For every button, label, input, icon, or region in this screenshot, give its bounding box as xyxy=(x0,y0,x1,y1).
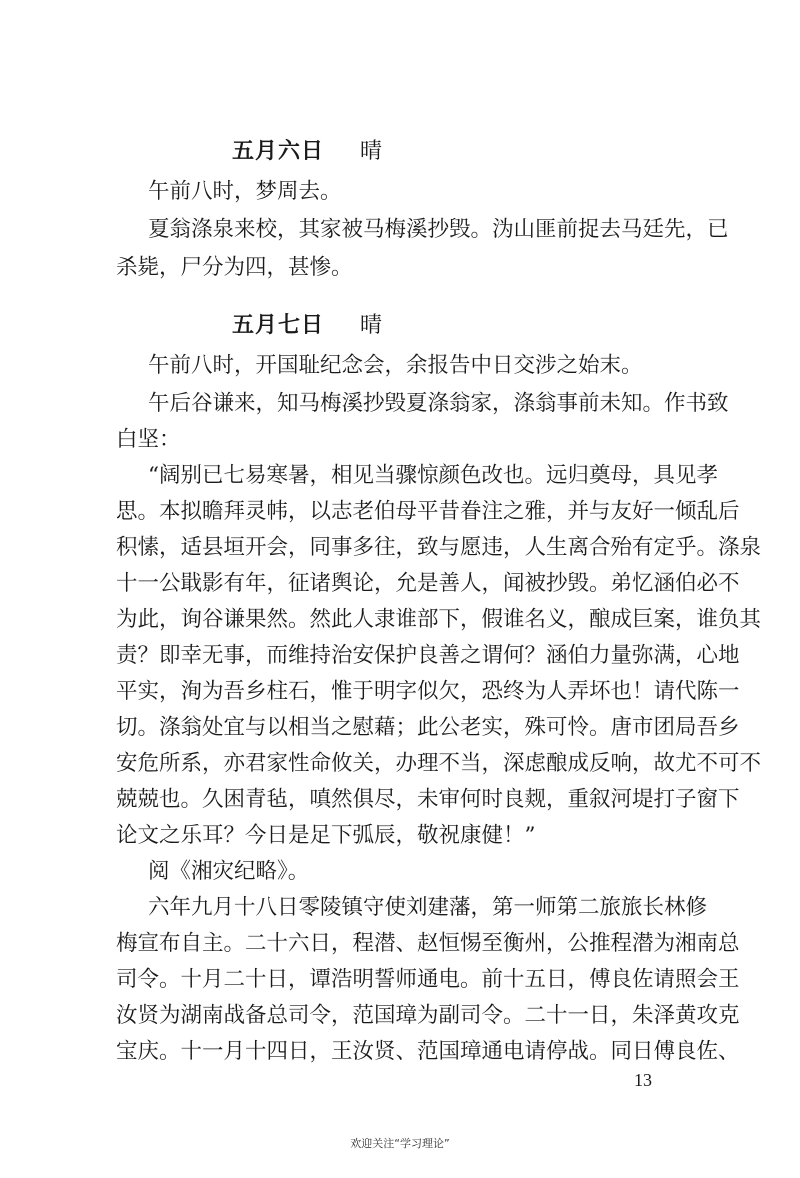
text-line: 杀毙，尸分为四，甚惨。 xyxy=(116,255,353,280)
letter-line: 平实，洵为吾乡柱石，惟于明字似欠，恐终为人弄坏也！请代陈一 xyxy=(116,679,740,704)
letter-line: 安危所系，亦君家性命攸关，办理不当，深虑酿成反响，故尤不可不 xyxy=(116,751,762,776)
text-line: 六年九月十八日零陵镇守使刘建藩，第一师第二旅旅长林修 xyxy=(148,895,708,920)
letter-line: 十一公戢影有年，征诸舆论，允是善人，闻被抄毁。弟忆涵伯必不 xyxy=(116,571,740,596)
text-line: 阅《湘灾纪略》。 xyxy=(148,859,310,884)
text-line: 午前八时，开国耻纪念会，余报告中日交涉之始末。 xyxy=(148,353,643,378)
letter-line: 切。涤翁处宜与以相当之慰藉；此公老实，殊可怜。唐市团局吾乡 xyxy=(116,715,740,740)
text-line: 夏翁涤泉来校，其家被马梅溪抄毁。沩山匪前捉去马廷先，已 xyxy=(148,217,729,242)
page-number: 13 xyxy=(634,1070,652,1090)
entry-heading-may-6 xyxy=(232,134,383,165)
text-line: 梅宣布自主。二十六日，程潜、赵恒惕至衡州，公推程潜为湘南总 xyxy=(116,931,740,956)
letter-line: 兢兢也。久困青毡，嗔然俱尽，未审何时良觌，重叙河堤打子窗下 xyxy=(116,787,740,812)
letter-line: “阔别已七易寒暑，相见当骤惊颜色改也。远归奠母，具见孝 xyxy=(148,463,718,488)
letter-line: 责？即幸无事，而维持治安保护良善之谓何？涵伯力量弥满，心地 xyxy=(116,643,740,668)
text-line: 汝贤为湖南战备总司令，范国璋为副司令。二十一日，朱泽黄攻克 xyxy=(116,1003,740,1028)
text-line: 司令。十月二十日，谭浩明誓师通电。前十五日，傅良佐请照会王 xyxy=(116,967,740,992)
entry-date: 五月七日 xyxy=(232,312,325,338)
entry-weather: 晴 xyxy=(360,313,384,338)
entry-weather: 晴 xyxy=(360,139,384,164)
text-line: 午前八时，梦周去。 xyxy=(148,179,342,204)
text-line: 白坚： xyxy=(116,427,181,452)
footer-note: 欢迎关注“学习理论” xyxy=(350,1137,450,1150)
entry-heading-may-7 xyxy=(232,308,383,339)
letter-line: 论文之乐耳？今日是足下弧辰，敬祝康健！” xyxy=(116,823,536,848)
text-line: 宝庆。十一月十四日，王汝贤、范国璋通电请停战。同日傅良佐、 xyxy=(116,1039,740,1064)
letter-line: 为此，询谷谦果然。然此人隶谁部下，假谁名义，酿成巨案，谁负其 xyxy=(116,607,762,632)
entry-date: 五月六日 xyxy=(232,138,325,164)
text-line: 午后谷谦来，知马梅溪抄毁夏涤翁家，涤翁事前未知。作书致 xyxy=(148,391,729,416)
letter-line: 思。本拟瞻拜灵帏，以志老伯母平昔眷注之雅，并与友好一倾乱后 xyxy=(116,499,740,524)
letter-line: 积愫，适县垣开会，同事多往，致与愿违，人生离合殆有定乎。涤泉 xyxy=(116,535,762,560)
